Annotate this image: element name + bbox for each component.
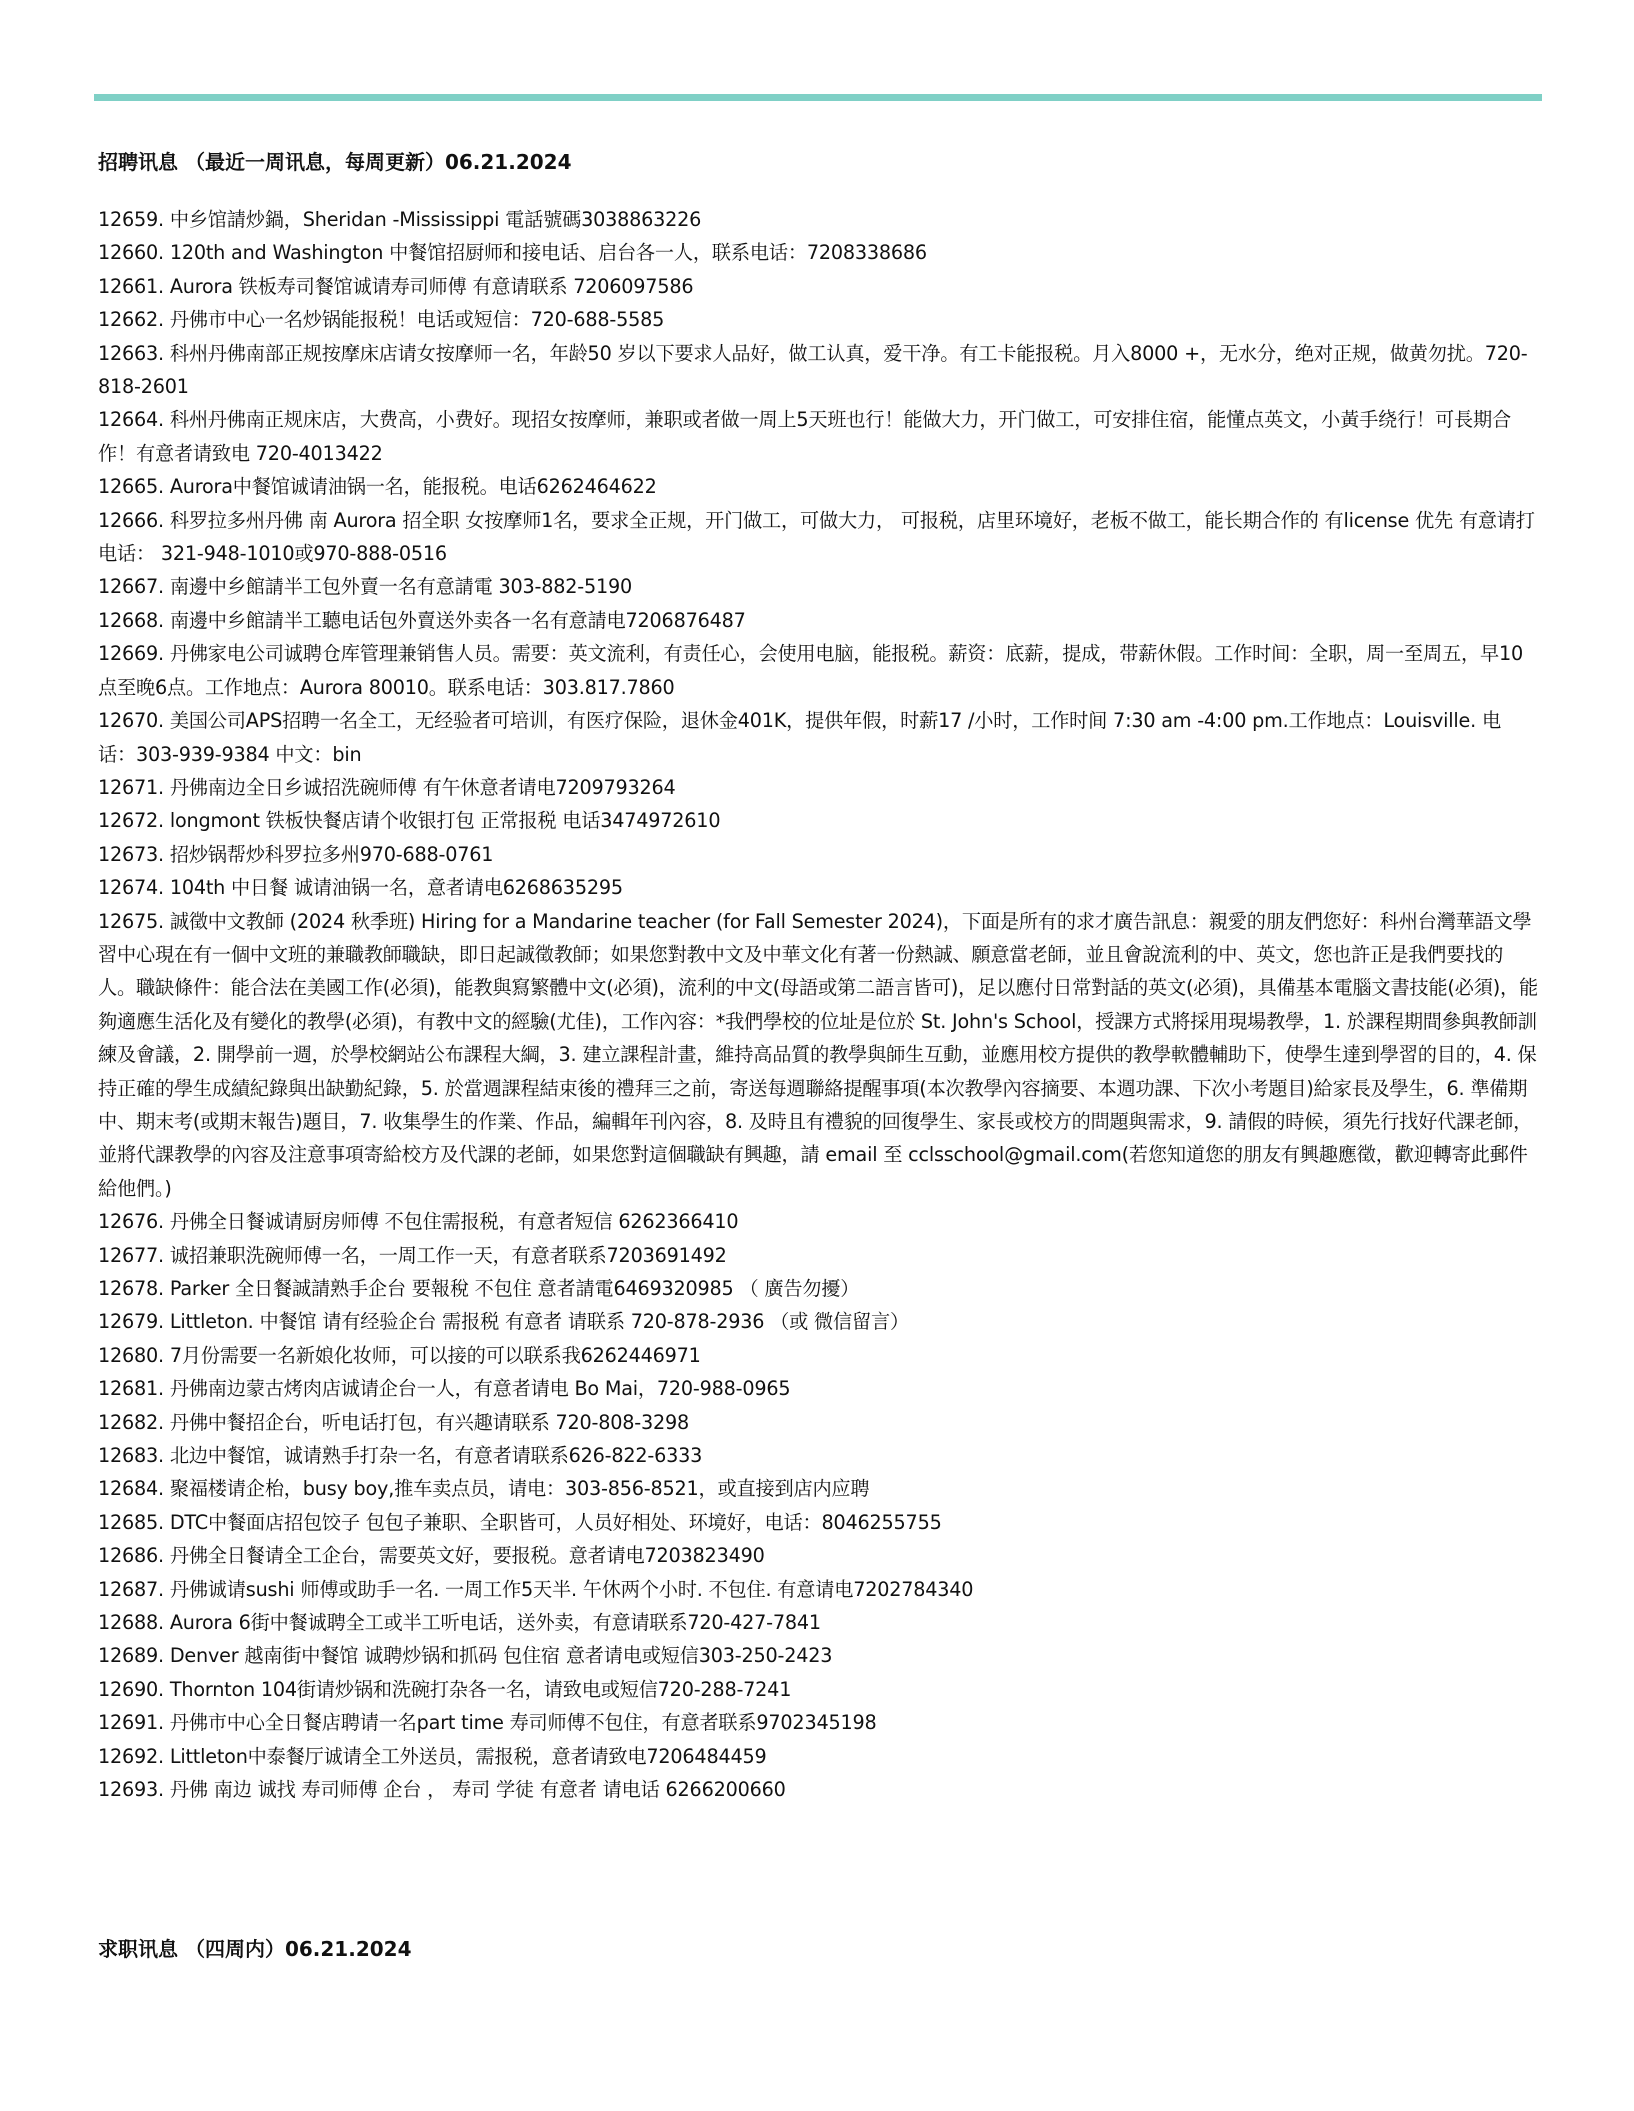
job-listing-item: 12671. 丹佛南边全日乡诚招洗碗师傅 有午休意者请电7209793264: [98, 775, 676, 799]
job-listing-item: 12687. 丹佛诚请sushi 师傅或助手一名. 一周工作5天半. 午休两个小时. 不包住. 有意请电7202784340: [98, 1577, 974, 1601]
job-listing-item: 12667. 南邊中乡館請半工包外賣一名有意請電 303-882-5190: [98, 575, 633, 599]
job-listing-item: 12663. 科州丹佛南部正规按摩床店请女按摩师一名，年龄50 岁以下要求人品好，做工认真，爱干净。有工卡能报税。月入8000 +，无水分，绝对正规，做黄勿扰。720-818-2601: [98, 341, 1528, 399]
job-listing-item: 12659. 中乡馆請炒鍋，Sheridan -Mississippi 電話號碼3038863226: [98, 208, 702, 231]
job-listing-item: 12685. DTC中餐面店招包饺子 包包子兼职、全职皆可，人员好相处、环境好，电话：8046255755: [98, 1510, 942, 1534]
job-listing-item: 12677. 诚招兼职洗碗师傅一名，一周工作一天，有意者联系7203691492: [98, 1243, 727, 1267]
job-listing-item: 12683. 北边中餐馆，诚请熟手打杂一名，有意者请联系626-822-6333: [98, 1444, 703, 1468]
job-listing-item: 12669. 丹佛家电公司诚聘仓库管理兼销售人员。需要：英文流利，有责任心，会使用电脑，能报税。薪资：底薪，提成，带薪休假。工作时间：全职，周一至周五，早10点至晚6点。工作地点：Aurora 80010。联系电话：303.817.7860: [98, 642, 1523, 699]
job-listing-item: 12660. 120th and Washington 中餐馆招厨师和接电话、启台各一人，联系电话：7208338686: [98, 241, 927, 265]
job-listing-item: 12684. 聚福楼请企枱，busy boy,推车卖点员，请电：303-856-8521，或直接到店内应聘: [98, 1477, 870, 1501]
job-listing-item: 12661. Aurora 铁板寿司餐馆诚请寿司师傅 有意请联系 7206097586: [98, 274, 694, 298]
job-listing-item: 12674. 104th 中日餐 诚请油锅一名，意者请电6268635295: [98, 876, 623, 900]
job-listings: [98, 203, 1538, 1807]
job-listing-item: 12689. Denver 越南街中餐馆 诚聘炒锅和抓码 包住宿 意者请电或短信303-250-2423: [98, 1644, 833, 1668]
job-listing-item: 12676. 丹佛全日餐诚请厨房师傅 不包住需报税，有意者短信 6262366410: [98, 1210, 739, 1234]
job-listing-item: 12670. 美国公司APS招聘一名全工，无经验者可培训，有医疗保险，退休金401K，提供年假，时薪17 /小时，工作时间 7:30 am -4:00 pm.工作地点：Louisville. 电话：303-939-9384 中文：bin: [98, 709, 1501, 766]
job-listing-item: 12665. Aurora中餐馆诚请油锅一名，能报税。电话6262464622: [98, 475, 657, 499]
job-listing-item: 12672. longmont 铁板快餐店请个收银打包 正常报税 电话3474972610: [98, 809, 721, 833]
job-listing-item: 12690. Thornton 104街请炒锅和洗碗打杂各一名，请致电或短信720-288-7241: [98, 1677, 792, 1701]
job-listing-item: 12682. 丹佛中餐招企台，听电话打包，有兴趣请联系 720-808-3298: [98, 1410, 690, 1434]
job-listing-item: 12664. 科州丹佛南正规床店，大费高，小费好。现招女按摩师，兼职或者做一周上5天班也行！能做大力，开门做工，可安排住宿，能懂点英文，小黃手绕行！可長期合作！有意者请致电 720-4013422: [98, 408, 1511, 465]
job-listing-item: 12691. 丹佛市中心全日餐店聘请一名part time 寿司师傅不包住，有意者联系9702345198: [98, 1711, 877, 1735]
job-listing-item: 12693. 丹佛 南边 诚找 寿司师傅 企台 ， 寿司 学徒 有意者 请电话 6266200660: [98, 1778, 786, 1802]
jobs-section-heading: 招聘讯息 （最近一周讯息，每周更新）06.21.2024: [98, 150, 572, 174]
job-listing-item: 12678. Parker 全日餐誠請熟手企台 要報稅 不包住 意者請電6469320985 （ 廣告勿擾）: [98, 1277, 860, 1300]
job-listing-item: 12675. 誠徵中文教師 (2024 秋季班) Hiring for a Mandarine teacher (for Fall Semester 2024)，下面是所有的求才廣告訊息：親愛的朋友們您好：科州台灣華語文學習中心現在有一個中文班的兼職教師職缺，即日起誠徵教師；如果您對教中文及中華文化有著一份熱誠、願意當老師，並且會說流利的中、英文，您也許正是我們要找的人。職缺條件：能合法在美國工作(必須)，能教與寫繁體中文(必須)，流利的中文(母語或第二語言皆可)，足以應付日常對話的英文(必須)，具備基本電腦文書技能(必須)，能夠適應生活化及有變化的教學(必須)，有教中文的經驗(尤佳)，工作內容：*我們學校的位址是位於 St. John's School，授課方式將採用現場教學，1. 於課程期間參與教師訓練及會議，2. 開學前一週，於學校網站公布課程大綱，3. 建立課程計畫，維持高品質的教學與師生互動，並應用校方提供的教學軟體輔助下，使學生達到學習的目的，4. 保持正確的學生成績紀錄與出缺勤紀錄，5. 於當週課程結束後的禮拜三之前，寄送每週聯絡提醒事項(本次教學內容摘要、本週功課、下次小考題目)給家長及學生，6. 準備期中、期末考(或期末報告)題目，7. 收集學生的作業、作品，編輯年刊內容，8. 及時且有禮貌的回復學生、家長或校方的問題與需求，9. 請假的時候，須先行找好代課老師，並將代課教學的內容及注意事項寄給校方及代課的老師，如果您對這個職缺有興趣，請 email 至 cclsschool@gmail.com(若您知道您的朋友有興趣應徵，歡迎轉寄此郵件給他們。): [98, 909, 1538, 1200]
job-listing-item: 12686. 丹佛全日餐请全工企台，需要英文好，要报税。意者请电7203823490: [98, 1544, 765, 1568]
job-listing-item: 12680. 7月份需要一名新娘化妆师，可以接的可以联系我6262446971: [98, 1343, 701, 1367]
job-listing-item: 12668. 南邊中乡館請半工聽电话包外賣送外卖各一名有意請电7206876487: [98, 608, 746, 632]
header-divider: [94, 94, 1542, 101]
job-listing-item: 12688. Aurora 6街中餐诚聘全工或半工听电话，送外卖，有意请联系720-427-7841: [98, 1611, 821, 1635]
job-listing-item: 12673. 招炒锅帮炒科罗拉多州970-688-0761: [98, 842, 494, 866]
job-listing-item: 12681. 丹佛南边蒙古烤肉店诚请企台一人，有意者请电 Bo Mai，720-988-0965: [98, 1377, 791, 1401]
job-listing-item: 12662. 丹佛市中心一名炒锅能报税！电话或短信：720-688-5585: [98, 308, 665, 332]
job-listing-item: 12692. Littleton中泰餐厅诚请全工外送员，需报税，意者请致电7206484459: [98, 1744, 767, 1768]
job-seeking-section-heading: 求职讯息 （四周内）06.21.2024: [98, 1937, 412, 1961]
job-listing-item: 12679. Littleton. 中餐馆 请有经验企台 需报税 有意者 请联系 720-878-2936 （或 微信留言）: [98, 1310, 909, 1334]
job-listing-item: 12666. 科罗拉多州丹佛 南 Aurora 招全职 女按摩师1名，要求全正规，开门做工，可做大力， 可报税，店里环境好，老板不做工，能长期合作的 有license 优先 有意请打电话： 321-948-1010或970-888-0516: [98, 508, 1535, 566]
